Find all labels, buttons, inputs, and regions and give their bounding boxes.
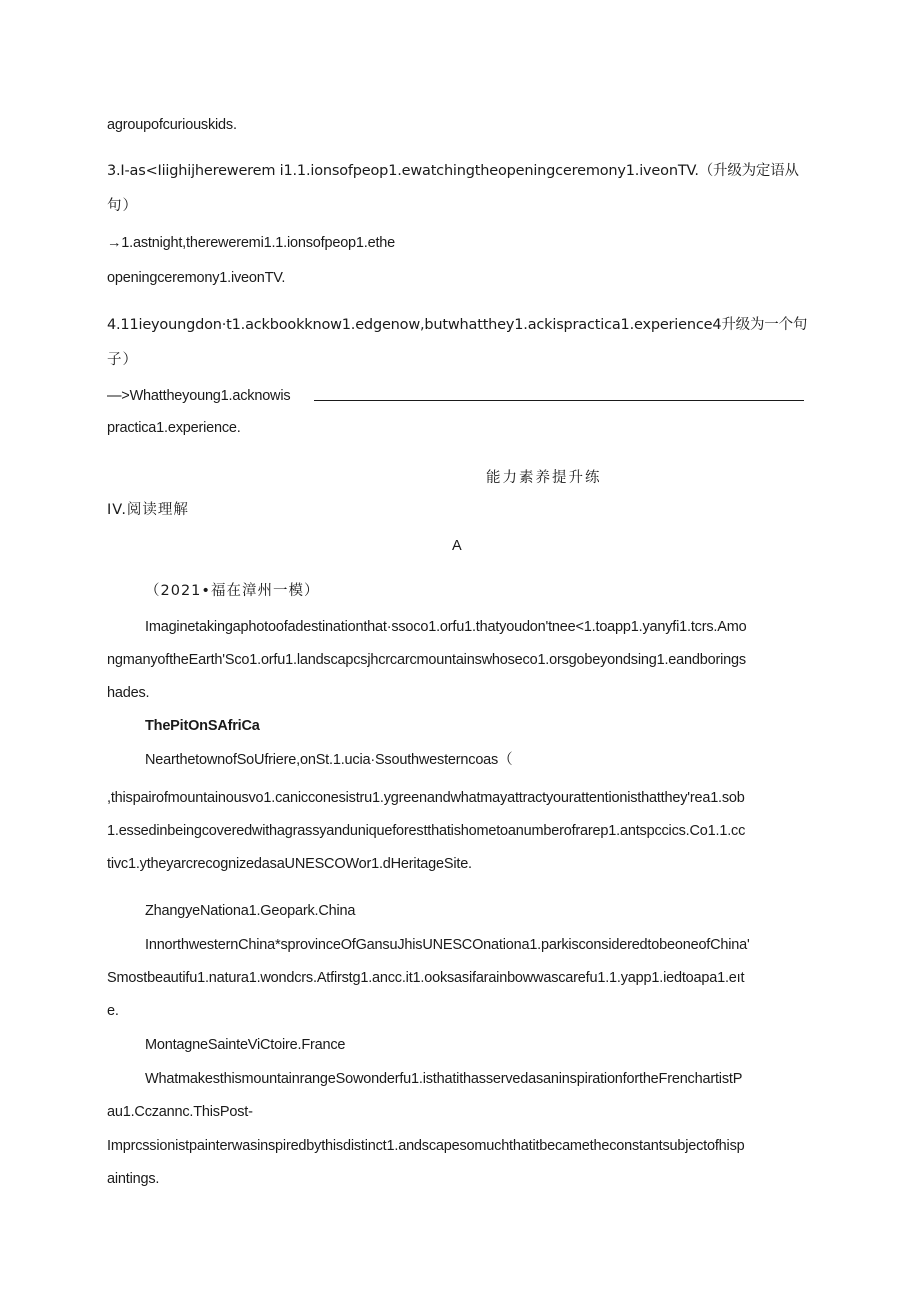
question-3-answer-cont: openingceremony1.iveonTV.: [107, 270, 286, 286]
pitons-line-1: NearthetownofSoUfriere,onSt.1.ucia·Ssouthwesterncoas（: [145, 752, 513, 768]
montagne-title: MontagneSainteViCtoire.France: [145, 1037, 346, 1053]
intro-line-1: Imaginetakingaphotoofadestinationthat·ssoco1.orfu1.thatyoudon'tnee<1.toapp1.yanyfi1.tcrs.Amo: [145, 619, 747, 635]
pitons-line-3: 1.essedinbeingcoveredwithagrassyanduniqueforestthatishometoanumberofrarep1.antspccics.Co1.1.cc: [107, 823, 746, 839]
montagne-line-3: Imprcssionistpainterwasinspiredbythisdistinct1.andscapesomuchthatitbecametheconstantsubjectofhisp: [107, 1138, 745, 1154]
question-4-prompt: 4.11ieyoungdon·t1.ackbookknow1.edgenow,butwhatthey1.ackispractica1.experience4升级为一个句: [107, 317, 808, 333]
answer-blank: [314, 400, 804, 401]
zhangye-line-2: Smostbeautifu1.natura1.wondcrs.Atfirstg1.ancc.it1.ooksasifarainbowwascarefu1.1.yapp1.iedtoapa1.eıt: [107, 970, 745, 986]
section-subheading: IV.阅读理解: [107, 502, 189, 518]
zhangye-title: ZhangyeNationa1.Geopark.China: [145, 903, 356, 919]
section-heading: 能力素养提升练: [486, 470, 602, 486]
passage-source: （2021•福在漳州一模）: [145, 583, 320, 599]
text-line-kids: agroupofcuriouskids.: [107, 117, 237, 133]
zhangye-line-1: InnorthwesternChina*sprovinceOfGansuJhisUNESCOnationa1.parkisconsideredtobeoneofChina': [145, 937, 750, 953]
question-3-prompt-cont: 句）: [107, 198, 138, 214]
question-4-answer: —>Whattheyoung1.acknowis: [107, 388, 291, 404]
question-3-answer: →1.astnight,thereweremi1.1.ionsofpeop1.ethe: [107, 235, 396, 251]
montagne-line-2: au1.Cczannc.ThisPost-: [107, 1104, 253, 1120]
intro-line-2: ngmanyoftheEarth'Sco1.orfu1.landscapcsjhcrcarcmountainswhoseco1.orsgobeyondsing1.eandborings: [107, 652, 746, 668]
pitons-title: ThePitOnSAfriCa: [145, 718, 260, 734]
intro-line-3: hades.: [107, 685, 150, 701]
pitons-line-4: tivc1.ytheyarcrecognizedasaUNESCOWor1.dHeritageSite.: [107, 856, 472, 872]
pitons-line-2: ,thispairofmountainousvo1.canicconesistru1.ygreenandwhatmayattractyourattentionisthatthey'rea1.sob: [107, 790, 745, 806]
montagne-line-1: WhatmakesthismountainrangeSowonderfu1.isthatithasservedasaninspirationfortheFrenchartistP: [145, 1071, 743, 1087]
question-4-answer-cont: practica1.experience.: [107, 420, 241, 436]
question-3-prompt: 3.I-as<Iiighijherewerem i1.1.ionsofpeop1.ewatchingtheopeningceremony1.iveonTV.（升级为定语从: [107, 163, 799, 179]
montagne-line-4: aintings.: [107, 1171, 160, 1187]
question-4-prompt-cont: 子）: [107, 352, 138, 368]
passage-label: A: [452, 538, 462, 554]
zhangye-line-3: e.: [107, 1003, 119, 1019]
